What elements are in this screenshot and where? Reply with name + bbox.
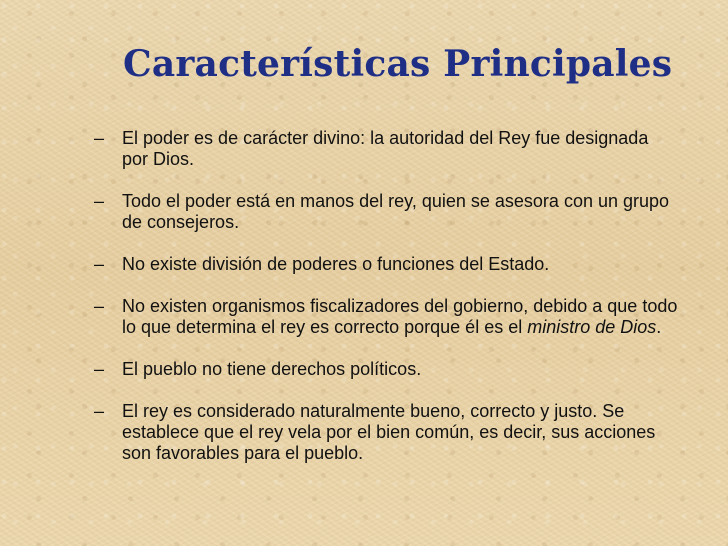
bullet-dash: – <box>94 254 105 274</box>
bullet-dash: – <box>94 191 105 211</box>
italic-phrase: ministro de Dios <box>527 317 657 337</box>
bullet-text: No existe división de poderes o funciones del Estado. <box>122 254 550 274</box>
bullet-text: Todo el poder está en manos del rey, quien se asesora con un grupo de consejeros. <box>122 191 670 232</box>
bullet-text <box>122 296 678 338</box>
bullet-text-segment: . <box>656 317 662 337</box>
bullet-dash: – <box>94 401 105 421</box>
bullet-dash: – <box>94 128 105 148</box>
bullet-item <box>94 359 678 380</box>
bullet-text-segment: No existen organismos fiscalizadores del gobierno, debido a que todo lo que determina el rey es correcto porque él es el <box>122 296 678 337</box>
bullet-item <box>94 254 678 275</box>
bullet-item <box>94 191 678 233</box>
bullet-item <box>94 401 678 464</box>
bullet-list <box>94 128 678 485</box>
bullet-text: El rey es considerado naturalmente bueno, correcto y justo. Se establece que el rey vela por el bien común, es decir, sus acciones son favorables para el pueblo. <box>122 401 656 463</box>
bullet-text: El pueblo no tiene derechos políticos. <box>122 359 422 379</box>
slide-title: Características Principales <box>123 43 673 85</box>
bullet-dash: – <box>94 359 105 379</box>
bullet-dash: – <box>94 296 105 316</box>
bullet-item <box>94 128 678 170</box>
bullet-item <box>94 296 678 338</box>
bullet-text: El poder es de carácter divino: la autoridad del Rey fue designada por Dios. <box>122 128 649 169</box>
